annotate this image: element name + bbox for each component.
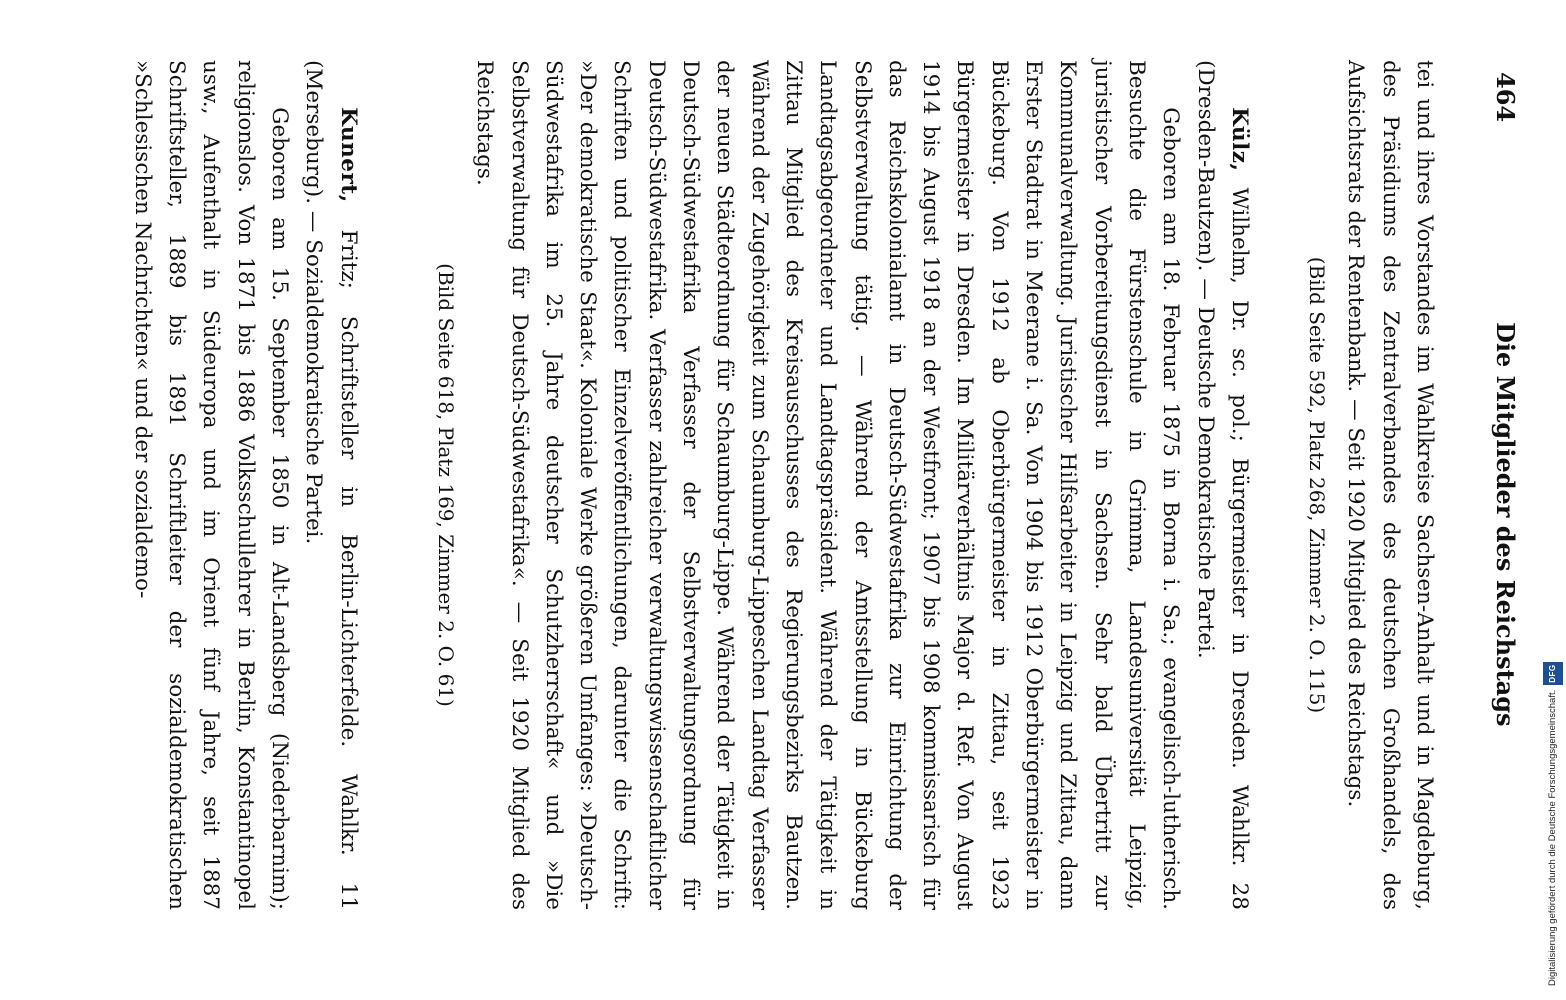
page-body: [125, 60, 1441, 910]
entry-name: Külz,: [1226, 107, 1252, 172]
entry-kuelz-heading: [1187, 60, 1256, 910]
credit-text: Digitalisierung gefördert durch die Deutsche Forschungsgemeinschaft.: [1547, 689, 1558, 986]
entry-kunert-body: Geboren am 15. September 1850 in Alt-Landsberg (Niederbarnim); religionslos. Von 1871 bis 1886 Volksschullehrer in Berlin, Konstantinopel usw., Aufenthalt in Südeuropa und im Orient fünf Jahre, seit 1887 Schriftsteller, 1889 bis 1891 Schriftleiter der sozialdemokratischen »Schlesischen Nachrichten« und der sozialdemo-: [129, 60, 293, 910]
entry-intro: Fritz; Schriftsteller in Berlin-Lichterfelde. Wahlkr. 11 (Merseburg). — Sozialdemokratische Partei.: [301, 60, 361, 910]
running-header: [1486, 72, 1526, 902]
entry-name: Kunert,: [335, 107, 361, 203]
page-number: 464: [1491, 72, 1521, 123]
rotated-book-page: [66, 12, 1566, 972]
entry-reference: (Bild Seite 592, Platz 268, Zimmer 2. O. 115): [1305, 256, 1330, 714]
digitization-credit: [1544, 8, 1562, 992]
running-title: Die Mitglieder des Reichstags: [1491, 322, 1521, 727]
dfg-logo: DFG: [1543, 662, 1563, 684]
continued-entry-text: tei und ihres Vorstandes im Wahlkreise Sachsen-Anhalt und in Magdeburg, des Präsidiums des Zentralverbandes des deutschen Großhandels, des Aufsichtsrats der Rentenbank. — Seit 1920 Mitglied des Reichstags.: [1343, 60, 1437, 910]
entry-intro: Wilhelm, Dr. sc. pol.; Bürgermeister in Dresden. Wahlkr. 28 (Dresden-Bautzen). — Deutsche Demokratische Partei.: [1192, 60, 1252, 910]
entry-reference: (Bild Seite 618, Platz 169, Zimmer 2. O. 61): [433, 263, 458, 707]
entry-kunert-heading: [296, 60, 365, 910]
entry-kuelz-body: Geboren am 18. Februar 1875 in Borna i. Sa.; evangelisch-lutherisch. Besuchte die Fürstenschule in Grimma, Landesuniversität Leipzig, juristischer Vorbereitungsdienst in Sachsen. Sehr bald Übertritt zur Kommunalverwaltung. Juristischer Hilfsarbeiter in Leipzig und Zittau, dann Erster Stadtrat in Meerane i. Sa. Von 1904 bis 1912 Oberbürgermeister in Bückeburg. Von 1912 ab Oberbürgermeister in Zittau, seit 1923 Bürgermeister in Dresden. Im Militärverhältnis Major d. Ref. Von August 1914 bis August 1918 an der Westfront; 1907 bis 1908 kommissarisch für das Reichskolonialamt in Deutsch-Südwestafrika zur Einrichtung der Selbstverwaltung tätig. — Während der Amtsstellung in Bückeburg Landtagsabgeordneter und Landtagspräsident. Während der Tätigkeit in Zittau Mitglied des Kreisausschusses des Regierungsbezirks Bautzen. Während der Zugehörigkeit zum Schaumburg-Lippeschen Landtag Verfasser der neuen Städteordnung für Schaumburg-Lippe. Während der Tätigkeit in Deutsch-Südwestafrika Verfasser der Selbstverwaltungsordnung für Deutsch-Südwestafrika. Verfasser zahlreicher verwaltungswissenschaftlicher Schriften und politischer Einzelveröffentlichungen, darunter die Schrift: »Der demokratische Staat«. Koloniale Werke größeren Umfanges: »Deutsch-Südwestafrika im 25. Jahre deutscher Schutzherrschaft« und »Die Selbstverwaltung für Deutsch-Südwestafrika«. — Seit 1920 Mitglied des Reichstags.: [472, 60, 1184, 910]
